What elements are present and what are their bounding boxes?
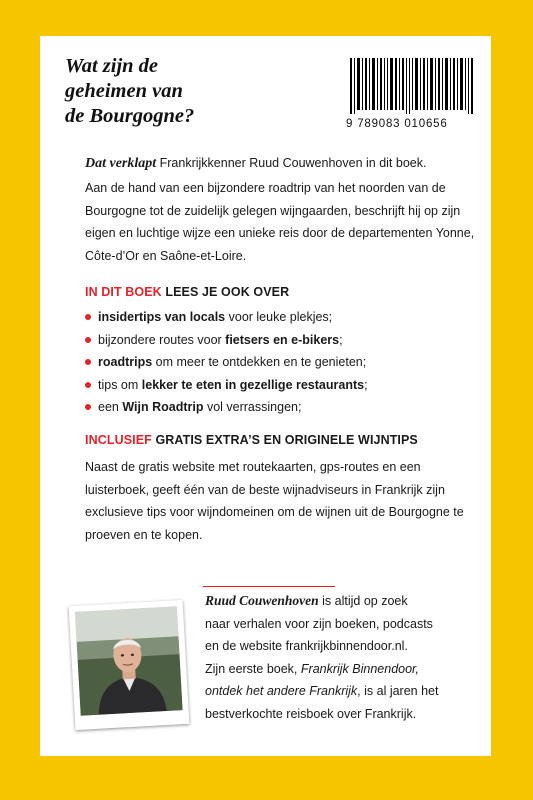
list-item: insidertips van locals voor leuke plekjes;	[85, 306, 485, 329]
intro-rest: Frankrijkkenner Ruud Couwenhoven in dit boek.	[156, 156, 427, 170]
author-name: Ruud Couwenhoven	[205, 593, 319, 608]
section-heading-in-dit-boek	[85, 285, 289, 299]
list-item: bijzondere routes voor fietsers en e-bikers;	[85, 329, 485, 352]
red-divider	[203, 586, 335, 587]
list-item: tips om lekker te eten in gezellige restaurants;	[85, 374, 485, 397]
tips-list	[85, 306, 485, 419]
heading-red-part: INCLUSIEF	[85, 433, 152, 447]
bullet-dot-icon	[85, 382, 91, 388]
extras-paragraph: Naast de gratis website met routekaarten, gps-routes en een luisterboek, geeft één van de beste wijnadviseurs in Frankrijk zijn exclusieve tips voor wijndomeinen om de wijnen uit de Bourgogne te proeven en te kopen.	[85, 460, 464, 542]
bullet-dot-icon	[85, 404, 91, 410]
heading-rest: GRATIS EXTRA’S EN ORIGINELE WIJNTIPS	[151, 433, 418, 447]
intro-lead: Dat verklapt	[85, 156, 157, 171]
section-heading-inclusief	[85, 433, 418, 447]
back-cover-panel	[40, 36, 491, 756]
author-photo-image	[75, 606, 183, 716]
barcode-bars	[350, 58, 474, 114]
author-bio: Ruud Couwenhoven is altijd op zoek naar verhalen voor zijn boeken, podcasts en de website frankrijkbinnendoor.nl. Zijn eerste boek, Frankrijk Binnendoor, ontdek het andere Frankrijk, is al jaren het bestverkochte reisboek over Frankrijk.	[205, 593, 439, 721]
bullet-dot-icon	[85, 337, 91, 343]
intro-line	[85, 152, 485, 176]
author-photo	[69, 600, 190, 730]
barcode	[340, 58, 475, 136]
portrait-illustration	[75, 606, 183, 716]
list-item: roadtrips om meer te ontdekken en te genieten;	[85, 351, 485, 374]
headline: Wat zijn de geheimen van de Bourgogne?	[65, 55, 195, 127]
description-paragraph: Aan de hand van een bijzondere roadtrip van het noorden van de Bourgogne tot de zuidelijk gelegen wijngaarden, beschrijft hij op zijn eigen en luchtige wijze een unieke reis door de departementen Yonne, Côte-d’Or en Saône-et-Loire.	[85, 181, 475, 263]
bullet-dot-icon	[85, 314, 91, 320]
bullet-dot-icon	[85, 359, 91, 365]
heading-rest: LEES JE OOK OVER	[161, 285, 290, 299]
list-item: een Wijn Roadtrip vol verrassingen;	[85, 396, 485, 419]
heading-red-part: IN DIT BOEK	[85, 285, 162, 299]
isbn-number: 9 789083 010656	[346, 118, 448, 130]
